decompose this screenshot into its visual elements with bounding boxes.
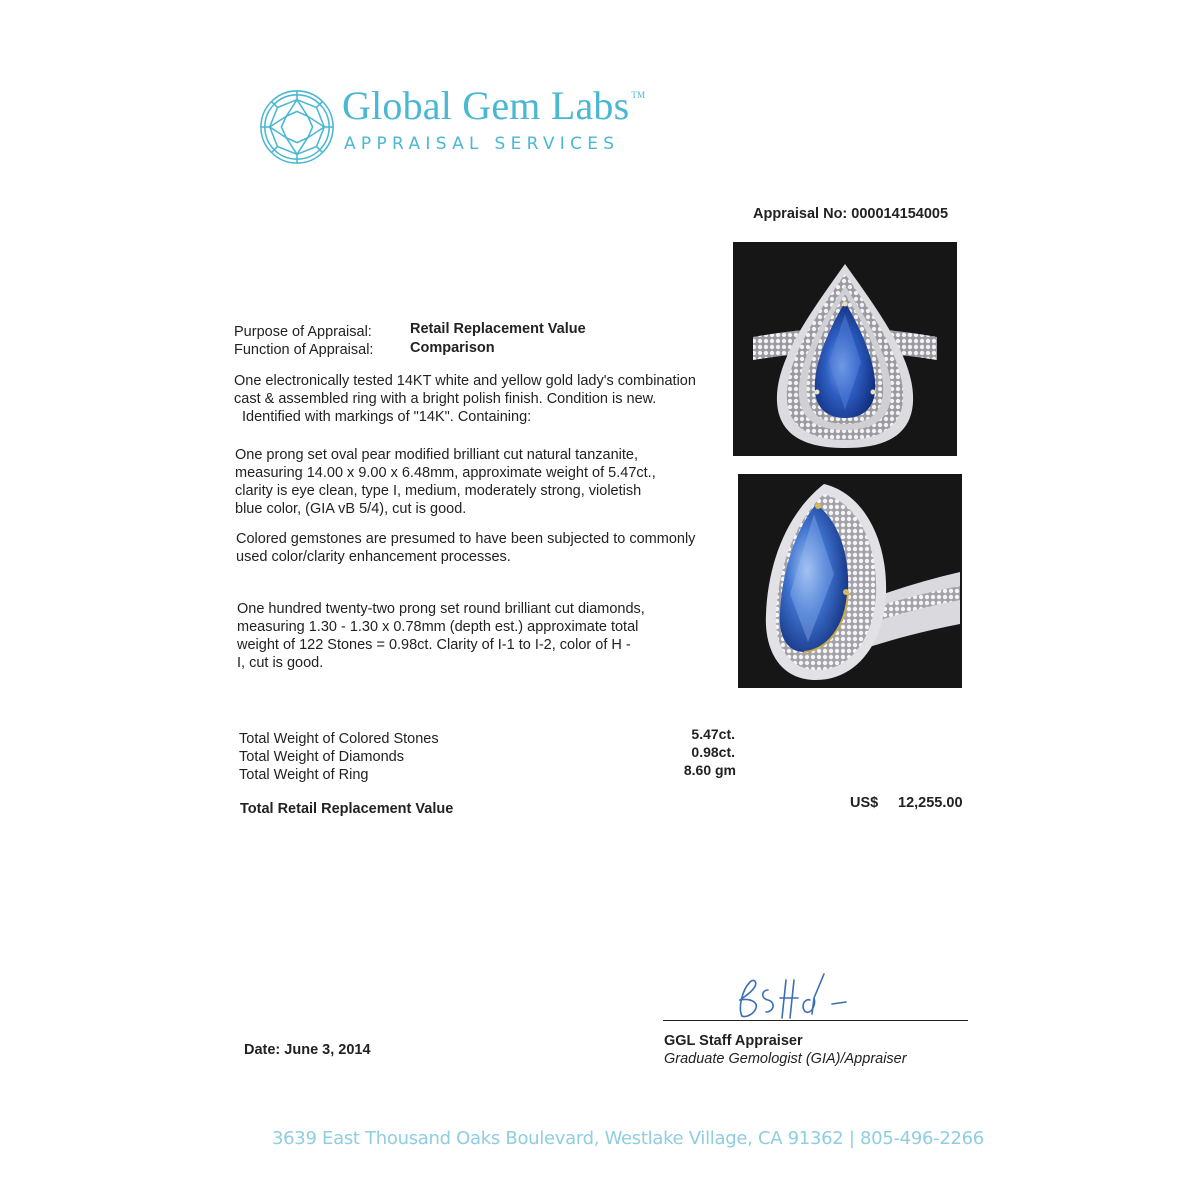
tanzanite-line: blue color, (GIA vB 5/4), cut is good.	[235, 501, 467, 517]
ring-line: Identified with markings of "14K". Containing:	[242, 409, 532, 425]
total-label: Total Weight of Colored Stones	[239, 731, 439, 747]
retail-currency: US$	[850, 795, 879, 811]
ring-line: One electronically tested 14KT white and yellow gold lady's combination	[234, 373, 696, 389]
total-value: 5.47ct.	[691, 726, 735, 742]
diamonds-line: weight of 122 Stones = 0.98ct. Clarity of I-1 to I-2, color of H -	[237, 637, 631, 653]
purpose-label: Purpose of Appraisal:	[234, 324, 372, 340]
footer-address: 3639 East Thousand Oaks Boulevard, Westlake Village, CA 91362 | 805-496-2266	[272, 1128, 984, 1149]
ring-photo-side	[738, 474, 962, 688]
enhancement-note	[236, 530, 695, 566]
appraisal-date: Date: June 3, 2014	[244, 1042, 371, 1058]
appraiser-signature	[728, 968, 868, 1028]
enhancement-line: used color/clarity enhancement processes.	[236, 549, 511, 565]
ring-description	[234, 372, 696, 426]
function-value: Comparison	[410, 340, 495, 356]
diamonds-description	[237, 600, 645, 672]
tanzanite-description	[235, 446, 656, 518]
signature-line	[663, 1020, 968, 1021]
appraiser-credential: Graduate Gemologist (GIA)/Appraiser	[664, 1051, 907, 1067]
diamonds-line: One hundred twenty-two prong set round brilliant cut diamonds,	[237, 601, 645, 617]
tanzanite-line: One prong set oval pear modified brilliant cut natural tanzanite,	[235, 447, 639, 463]
diamonds-line: I, cut is good.	[237, 655, 324, 671]
appraiser-title: GGL Staff Appraiser	[664, 1033, 803, 1049]
retail-value-label: Total Retail Replacement Value	[240, 801, 454, 817]
company-name: Global Gem Labs ™	[342, 83, 646, 128]
purpose-value: Retail Replacement Value	[410, 321, 586, 337]
total-value: 0.98ct.	[691, 744, 735, 760]
trademark: TM	[631, 90, 646, 100]
function-label: Function of Appraisal:	[234, 342, 374, 358]
enhancement-line: Colored gemstones are presumed to have been subjected to commonly	[236, 531, 696, 547]
company-subtitle: APPRAISAL SERVICES	[344, 134, 620, 154]
ring-photo-front	[733, 242, 957, 456]
total-value: 8.60 gm	[683, 762, 736, 778]
gem-logo-icon	[258, 88, 336, 166]
appraisal-number: Appraisal No: 000014154005	[753, 206, 949, 222]
tanzanite-line: clarity is eye clean, type I, medium, moderately strong, violetish	[235, 483, 642, 499]
retail-amount: 12,255.00	[898, 795, 963, 811]
total-label: Total Weight of Diamonds	[239, 749, 404, 765]
ring-line: cast & assembled ring with a bright polish finish. Condition is new.	[234, 391, 657, 407]
total-label: Total Weight of Ring	[239, 767, 369, 783]
diamonds-line: measuring 1.30 - 1.30 x 0.78mm (depth est.) approximate total	[237, 619, 639, 635]
tanzanite-line: measuring 14.00 x 9.00 x 6.48mm, approximate weight of 5.47ct.,	[235, 465, 656, 481]
